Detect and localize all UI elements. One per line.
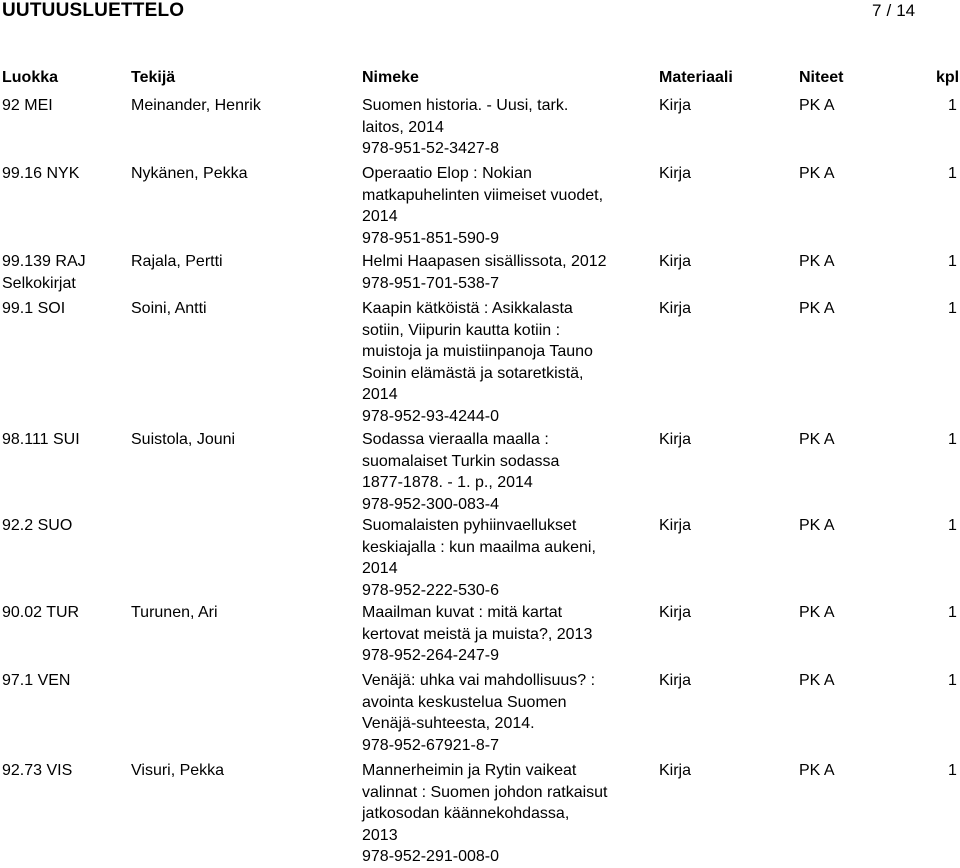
copy-count: 1: [948, 253, 957, 270]
copy-count: 1: [948, 300, 957, 317]
title-line: Suomalaisten pyhiinvaellukset: [362, 517, 577, 534]
material-type: Kirja: [659, 431, 692, 448]
class-code: 98.111 SUI: [2, 431, 80, 448]
title-line: Sodassa vieraalla maalla :: [362, 431, 549, 448]
material-type: Kirja: [659, 672, 692, 689]
count-cell: [948, 95, 957, 117]
title-cell: [362, 760, 652, 868]
class-code: Selkokirjat: [2, 274, 76, 292]
author-cell: [131, 163, 248, 185]
title-line: 2013: [362, 826, 398, 844]
document-title: UUTUUSLUETTELO: [2, 0, 185, 21]
copies-location: PK A: [799, 300, 835, 317]
copy-count: 1: [948, 672, 957, 689]
page-total: 14: [896, 1, 916, 20]
title-cell: [362, 515, 652, 601]
author-name: Turunen, Ari: [131, 604, 218, 621]
class-cell: [2, 95, 53, 117]
title-line: sotiin, Viipurin kautta kotiin :: [362, 321, 561, 339]
title-cell: [362, 95, 652, 160]
copies-location: PK A: [799, 517, 835, 534]
author-name: Rajala, Pertti: [131, 253, 223, 270]
copies-location-cell: [799, 429, 835, 451]
author-cell: [131, 251, 223, 273]
copies-location-cell: [799, 515, 835, 537]
title-line: jatkosodan käännekohdassa,: [362, 805, 570, 822]
material-type: Kirja: [659, 762, 692, 779]
material-type: Kirja: [659, 253, 692, 270]
class-code: 92 MEI: [2, 97, 53, 114]
material-type: Kirja: [659, 97, 692, 114]
material-cell: [659, 515, 691, 537]
count-cell: [948, 670, 957, 692]
copies-location-cell: [799, 95, 835, 117]
author-name: Visuri, Pekka: [131, 762, 225, 779]
material-type: Kirja: [659, 300, 692, 317]
column-header-nimeke: Nimeke: [362, 69, 419, 86]
author-name: Meinander, Henrik: [131, 97, 261, 114]
class-code: 92.73 VIS: [2, 762, 73, 779]
page-current: 7: [872, 1, 882, 20]
author-name: Soini, Antti: [131, 300, 207, 317]
count-cell: [948, 163, 957, 185]
title-line: Venäjä-suhteesta, 2014.: [362, 715, 535, 732]
title-cell: [362, 298, 652, 427]
title-line: keskiajalla : kun maailma aukeni,: [362, 538, 596, 556]
title-line: 2014: [362, 560, 398, 577]
class-code: 97.1 VEN: [2, 672, 71, 689]
class-code: 99.139 RAJ: [2, 253, 86, 270]
class-cell: [2, 515, 72, 537]
class-cell: [2, 429, 80, 451]
title-line: suomalaiset Turkin sodassa: [362, 452, 560, 470]
page-separator: /: [886, 1, 892, 20]
class-cell: [2, 251, 86, 294]
title-line: 978-952-264-247-9: [362, 647, 499, 664]
title-line: laitos, 2014: [362, 118, 444, 136]
title-line: avointa keskustelua Suomen: [362, 693, 567, 711]
copy-count: 1: [948, 431, 957, 448]
title-line: muistoja ja muistiinpanoja Tauno: [362, 343, 593, 360]
class-cell: [2, 670, 70, 692]
author-cell: [131, 95, 261, 117]
copies-location: PK A: [799, 604, 835, 621]
material-cell: [659, 602, 691, 624]
copies-location-cell: [799, 602, 835, 624]
column-header-niteet: Niteet: [799, 69, 844, 86]
count-cell: [948, 515, 957, 537]
copies-location: PK A: [799, 672, 835, 689]
column-header-luokka: Luokka: [2, 69, 59, 86]
title-line: 2014: [362, 386, 398, 403]
title-line: 978-952-300-083-4: [362, 495, 499, 513]
author-name: Nykänen, Pekka: [131, 165, 248, 182]
count-cell: [948, 298, 957, 320]
title-line: 978-952-67921-8-7: [362, 736, 499, 754]
copies-location: PK A: [799, 431, 835, 448]
title-line: 978-952-222-530-6: [362, 581, 499, 599]
title-line: Suomen historia. - Uusi, tark.: [362, 97, 569, 114]
copies-location-cell: [799, 163, 835, 185]
title-line: 978-951-851-590-9: [362, 229, 499, 247]
author-cell: [131, 429, 235, 451]
title-line: Soinin elämästä ja sotaretkistä,: [362, 364, 584, 382]
copy-count: 1: [948, 165, 957, 182]
title-line: Kaapin kätköistä : Asikkalasta: [362, 300, 573, 317]
material-type: Kirja: [659, 517, 692, 534]
copies-location: PK A: [799, 97, 835, 114]
title-cell: [362, 670, 652, 756]
material-type: Kirja: [659, 165, 692, 182]
title-line: 1877-1878. - 1. p., 2014: [362, 474, 533, 491]
column-header-kpl: kpl: [936, 69, 960, 86]
count-cell: [948, 602, 957, 624]
count-cell: [948, 429, 957, 451]
title-cell: [362, 429, 652, 515]
author-name: Suistola, Jouni: [131, 431, 236, 448]
copy-count: 1: [948, 604, 957, 621]
title-line: Helmi Haapasen sisällissota, 2012: [362, 253, 607, 270]
page-number: [872, 1, 915, 21]
count-cell: [948, 760, 957, 782]
title-cell: [362, 602, 652, 667]
title-line: Maailman kuvat : mitä kartat: [362, 604, 563, 621]
author-cell: [131, 602, 218, 624]
material-cell: [659, 760, 691, 782]
title-line: 978-952-291-008-0: [362, 848, 499, 865]
class-code: 99.1 SOI: [2, 300, 66, 317]
copy-count: 1: [948, 517, 957, 534]
count-cell: [948, 251, 957, 273]
title-line: matkapuhelinten viimeiset vuodet,: [362, 186, 604, 204]
copy-count: 1: [948, 97, 957, 114]
material-cell: [659, 251, 691, 273]
class-code: 92.2 SUO: [2, 517, 73, 534]
material-cell: [659, 95, 691, 117]
material-cell: [659, 429, 691, 451]
title-line: Venäjä: uhka vai mahdollisuus? :: [362, 672, 596, 689]
column-header-tekija: Tekijä: [131, 69, 176, 86]
title-line: kertovat meistä ja muista?, 2013: [362, 625, 593, 643]
title-line: 978-952-93-4244-0: [362, 407, 499, 425]
class-cell: [2, 163, 79, 185]
class-cell: [2, 760, 72, 782]
material-cell: [659, 670, 691, 692]
class-code: 90.02 TUR: [2, 604, 80, 621]
title-cell: [362, 251, 652, 294]
material-cell: [659, 163, 691, 185]
material-cell: [659, 298, 691, 320]
class-code: 99.16 NYK: [2, 165, 80, 182]
title-line: Operaatio Elop : Nokian: [362, 165, 532, 182]
title-line: 2014: [362, 208, 398, 225]
title-line: 978-951-52-3427-8: [362, 140, 499, 157]
title-line: valinnat : Suomen johdon ratkaisut: [362, 783, 608, 801]
copies-location-cell: [799, 298, 835, 320]
class-cell: [2, 602, 79, 624]
class-cell: [2, 298, 65, 320]
title-line: Mannerheimin ja Rytin vaikeat: [362, 762, 577, 779]
copies-location-cell: [799, 251, 835, 273]
copies-location: PK A: [799, 253, 835, 270]
copies-location-cell: [799, 670, 835, 692]
title-line: 978-951-701-538-7: [362, 274, 499, 292]
copies-location-cell: [799, 760, 835, 782]
column-header-materiaali: Materiaali: [659, 69, 733, 86]
copies-location: PK A: [799, 165, 835, 182]
author-cell: [131, 760, 224, 782]
copies-location: PK A: [799, 762, 835, 779]
material-type: Kirja: [659, 604, 692, 621]
author-cell: [131, 298, 207, 320]
copy-count: 1: [948, 762, 957, 779]
title-cell: [362, 163, 652, 249]
